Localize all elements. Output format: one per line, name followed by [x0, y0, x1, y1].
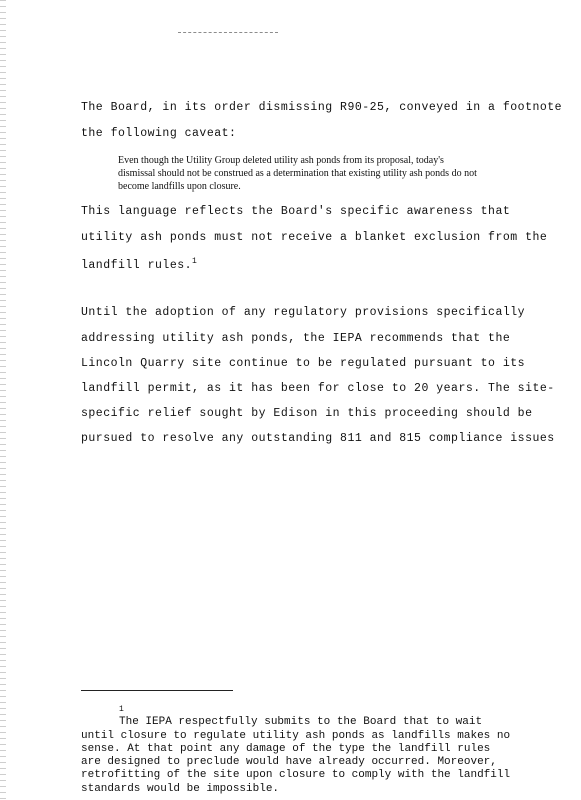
paragraph-3-line-1: Until the adoption of any regulatory provisions specifically [81, 306, 526, 319]
quote-line-3: become landfills upon closure. [118, 181, 241, 192]
paragraph-1-line-2: the following caveat: [81, 127, 237, 140]
paragraph-3-line-3: Lincoln Quarry site continue to be regulated pursuant to its [81, 357, 526, 370]
block-quote [118, 154, 538, 193]
footnote-line-2: until closure to regulate utility ash ponds as landfills makes no [81, 729, 511, 742]
footnote-line-1 [81, 703, 510, 730]
footnote-reference: 1 [192, 257, 198, 266]
quote-line-2: dismissal should not be construed as a determination that existing utility ash ponds do not [118, 168, 477, 179]
footnote [81, 703, 510, 796]
paragraph-1-line-1: The Board, in its order dismissing R90-25, conveyed in a footnote [81, 101, 563, 114]
footnote-line-4: are designed to preclude would have already occurred. Moreover, [81, 756, 497, 769]
paragraph-2-line-3 [81, 257, 197, 272]
paragraph-2-line-2: utility ash ponds must not receive a blanket exclusion from the [81, 231, 548, 244]
scan-edge-artifact [0, 0, 6, 800]
footnote-separator [81, 690, 233, 691]
paragraph-2-line-1: This language reflects the Board's specific awareness that [81, 205, 511, 218]
footnote-number: 1 [119, 705, 124, 714]
footnote-line-5: retrofitting of the site upon closure to comply with the landfill [81, 769, 511, 782]
footnote-line-6: standards would be impossible. [81, 782, 280, 795]
quote-line-1: Even though the Utility Group deleted utility ash ponds from its proposal, today's [118, 155, 444, 166]
paragraph-3-line-2: addressing utility ash ponds, the IEPA recommends that the [81, 332, 511, 345]
paragraph-3-line-6: pursued to resolve any outstanding 811 and 815 compliance issues [81, 432, 555, 445]
footnote-line-1-text: The IEPA respectfully submits to the Board that to wait [119, 716, 483, 729]
paragraph-3-line-4: landfill permit, as it has been for close to 20 years. The site- [81, 382, 555, 395]
paragraph-3-line-5: specific relief sought by Edison in this proceeding should be [81, 407, 533, 420]
paragraph-2-line-3-text: landfill rules. [81, 258, 193, 272]
scan-top-artifact [178, 32, 278, 35]
footnote-line-3: sense. At that point any damage of the type the landfill rules [81, 742, 491, 755]
